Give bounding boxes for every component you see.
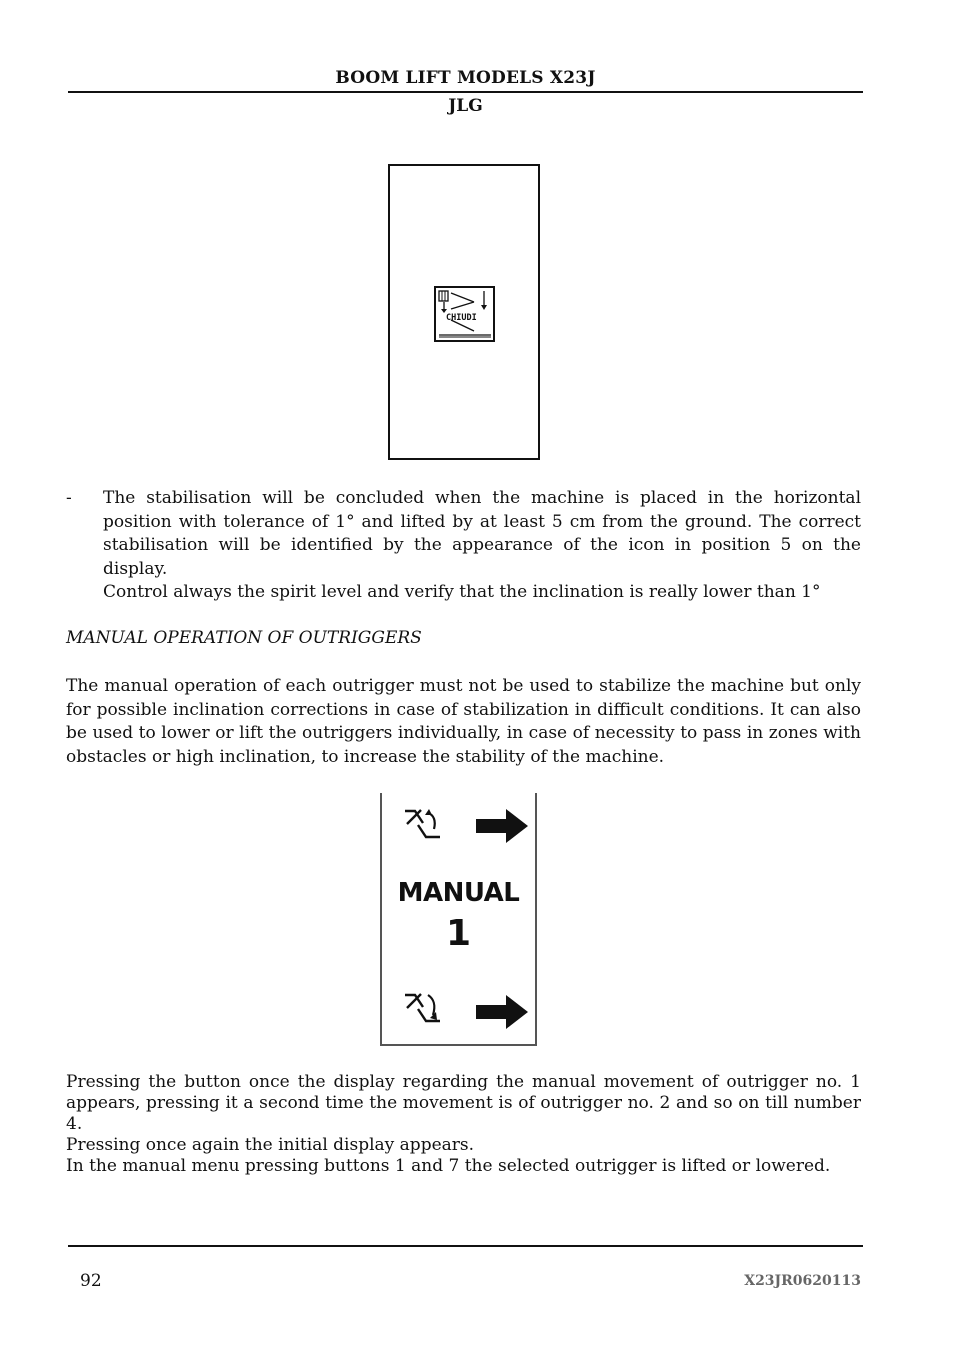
manual-menu-text-2: Pressing once again the initial display appears. [66,1135,475,1155]
manual-display [380,793,537,1046]
header-title: BOOM LIFT MODELS X23J [335,68,596,88]
manual-menu-text-1: Pressing the button once the display regarding the manual movement of outrigger no. 1 appears, pressing it a second time the movement is of outrigger no. 2 and so on till number 4. [66,1072,861,1134]
bullet-text-1: The stabilisation will be concluded when the machine is placed in the horizontal position with tolerance of 1° and lifted by at least 5 cm from the ground. The correct stabilisation will be identified by the appearance of the icon in position 5 on the display. [103,488,861,579]
header-brand: JLG [448,96,483,116]
arrow-right-icon [474,993,530,1031]
manual-operation-paragraph: The manual operation of each outrigger must not be used to stabilize the machine but only for possible inclination corrections in case of stabilization in difficult conditions. It can also be used to lower or lift the outriggers individually, in case of necessity to pass in zones with obstacles or high inclination, to increase the stability of the machine. [66,676,861,767]
stabilisation-display [388,164,540,460]
outrigger-number: 1 [445,913,472,954]
footer-rule [68,1245,863,1247]
outrigger-lower-icon [402,989,444,1027]
manual-label: MANUAL [397,878,520,908]
bullet-text-2: Control always the spirit level and verify that the inclination is really lower than 1° [103,582,821,602]
stabilisation-close-icon [434,286,496,344]
bullet-marker: - [66,488,72,508]
page-number: 92 [80,1271,102,1291]
stabilisation-icon-text: CHIUDI [446,313,477,323]
manual-menu-paragraph [66,1072,861,1177]
header-rule [68,91,863,93]
manual-menu-text-3: In the manual menu pressing buttons 1 and 7 the selected outrigger is lifted or lowered. [66,1156,831,1176]
stabilisation-bullet [66,487,861,605]
section-title: MANUAL OPERATION OF OUTRIGGERS [66,628,422,648]
outrigger-lift-icon [402,805,444,843]
arrow-right-icon [474,807,530,845]
document-code: X23JR0620113 [744,1273,861,1289]
